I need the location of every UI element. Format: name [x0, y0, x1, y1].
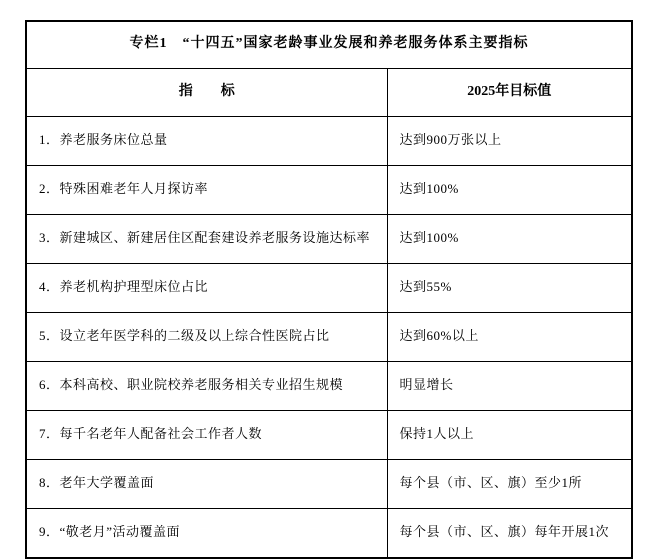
column-header-target: 2025年目标值 [387, 69, 632, 117]
indicator-cell: 6．本科高校、职业院校养老服务相关专业招生规模 [26, 362, 387, 411]
target-cell: 达到100% [387, 215, 632, 264]
target-cell: 达到60%以上 [387, 313, 632, 362]
table-row [26, 117, 632, 166]
indicator-cell: 2．特殊困难老年人月探访率 [26, 166, 387, 215]
indicator-cell: 3．新建城区、新建居住区配套建设养老服务设施达标率 [26, 215, 387, 264]
table-row [26, 509, 632, 559]
indicator-cell: 5．设立老年医学科的二级及以上综合性医院占比 [26, 313, 387, 362]
table-title: 专栏1 “十四五”国家老龄事业发展和养老服务体系主要指标 [26, 21, 632, 69]
indicator-cell: 1．养老服务床位总量 [26, 117, 387, 166]
target-cell: 达到900万张以上 [387, 117, 632, 166]
indicator-cell: 8．老年大学覆盖面 [26, 460, 387, 509]
target-cell: 明显增长 [387, 362, 632, 411]
table-row [26, 264, 632, 313]
table-row [26, 215, 632, 264]
indicator-cell: 4．养老机构护理型床位占比 [26, 264, 387, 313]
target-cell: 保持1人以上 [387, 411, 632, 460]
table-title-row [26, 21, 632, 69]
target-cell: 每个县（市、区、旗）每年开展1次 [387, 509, 632, 559]
target-cell: 每个县（市、区、旗）至少1所 [387, 460, 632, 509]
target-cell: 达到55% [387, 264, 632, 313]
table-row [26, 362, 632, 411]
column-header-indicator: 指 标 [26, 69, 387, 117]
table-header-row [26, 69, 632, 117]
target-cell: 达到100% [387, 166, 632, 215]
indicator-cell: 9．“敬老月”活动覆盖面 [26, 509, 387, 559]
table-row [26, 460, 632, 509]
table-row [26, 166, 632, 215]
indicator-cell: 7．每千名老年人配备社会工作者人数 [26, 411, 387, 460]
table-row [26, 411, 632, 460]
table-row [26, 313, 632, 362]
indicators-table [25, 20, 633, 559]
